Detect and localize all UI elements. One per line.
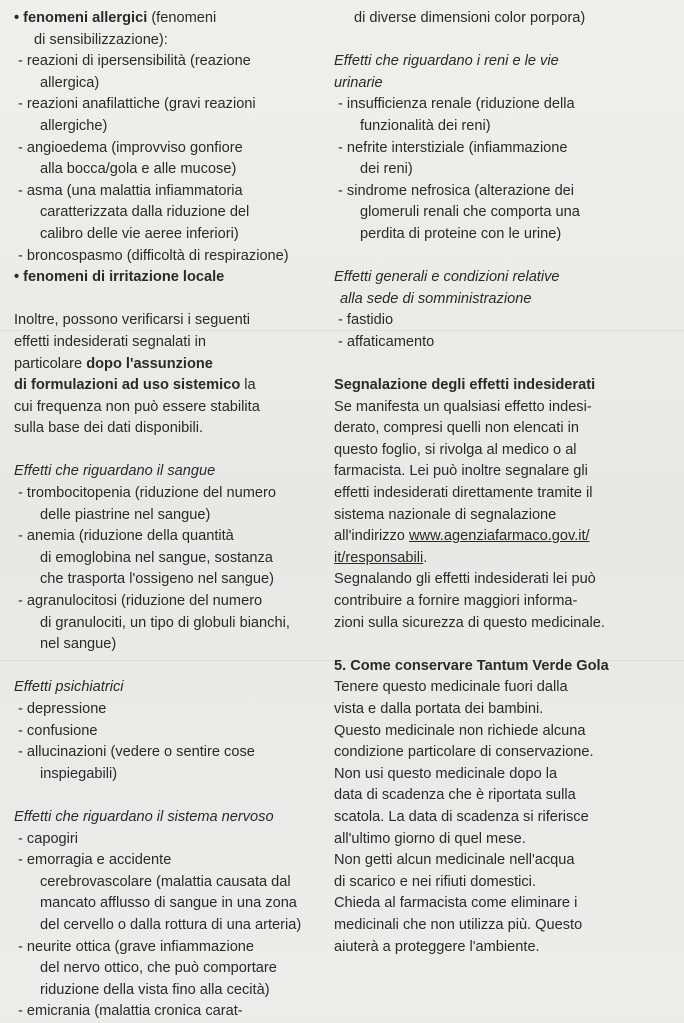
text-line <box>14 354 332 376</box>
dash-list-item: - reazioni di ipersensibilità (reazione <box>18 53 251 70</box>
spacer <box>334 246 674 268</box>
spacer <box>14 440 332 462</box>
text-line: vista e dalla portata dei bambini. <box>334 701 544 717</box>
text-line: cui frequenza non può essere stabilita <box>14 398 260 415</box>
left-column <box>14 8 332 1023</box>
dash-list-item: - trombocitopenia (riduzione del numero <box>18 485 276 502</box>
text-line: farmacista. Lei può inoltre segnalare gli <box>334 463 588 480</box>
text-line: all'ultimo giorno di quel mese. <box>334 830 526 847</box>
text-line: aiuterà a proteggere l'ambiente. <box>334 938 540 955</box>
text-fragment: di formulazioni ad uso sistemico <box>14 377 241 394</box>
text-line <box>14 375 332 397</box>
dash-list-item: - fastidio <box>338 312 394 329</box>
section-subheading: Effetti che riguardano il sistema nervoso <box>14 808 274 825</box>
text-line: derato, compresi quelli non elencati in <box>334 420 579 437</box>
agency-url-link[interactable]: www.agenziafarmaco.gov.it/ <box>408 528 590 545</box>
text-line: Se manifesta un qualsiasi effetto indesi- <box>334 398 592 415</box>
dash-list-item: - asma (una malattia infiammatoria <box>18 182 243 199</box>
text-line: di granulociti, un tipo di globuli bianchi, <box>40 614 290 631</box>
spacer <box>334 354 674 376</box>
text-line: questo foglio, si rivolga al medico o al <box>334 441 577 458</box>
section-subheading: Effetti psichiatrici <box>14 679 124 696</box>
text-line: effetti indesiderati segnalati in <box>14 333 207 350</box>
spacer <box>334 634 674 656</box>
dash-list-item: - nefrite interstiziale (infiammazione <box>338 139 568 156</box>
agency-url-link[interactable]: it/responsabili <box>334 549 424 566</box>
text-line: di emoglobina nel sangue, sostanza <box>40 549 273 566</box>
section-heading: 5. Come conservare Tantum Verde Gola <box>334 657 609 674</box>
text-line: delle piastrine nel sangue) <box>40 506 211 523</box>
text-line: sulla base dei dati disponibili. <box>14 420 204 437</box>
spacer <box>14 289 332 311</box>
text-line: glomeruli renali che comporta una <box>360 204 580 221</box>
text-line <box>334 526 674 548</box>
text-fragment: all'indirizzo <box>334 528 409 545</box>
dash-list-item: - emorragia e accidente <box>18 852 172 869</box>
text-line: di sensibilizzazione): <box>34 31 168 48</box>
dash-list-item: - affaticamento <box>338 333 435 350</box>
text-line: riduzione della vista fino alla cecità) <box>40 981 270 998</box>
text-line: Chieda al farmacista come eliminare i <box>334 895 578 912</box>
text-line: sistema nazionale di segnalazione <box>334 506 557 523</box>
dash-list-item: - insufficienza renale (riduzione della <box>338 96 575 113</box>
section-subheading: Effetti che riguardano il sangue <box>14 463 216 480</box>
text-line: effetti indesiderati direttamente tramite il <box>334 485 593 502</box>
dash-list-item: - angioedema (improvviso gonfiore <box>18 139 243 156</box>
text-line: cerebrovascolare (malattia causata dal <box>40 873 291 890</box>
section-heading: Segnalazione degli effetti indesiderati <box>334 377 596 394</box>
text-line: data di scadenza che è riportata sulla <box>334 787 576 804</box>
dash-list-item: - broncospasmo (difficoltà di respirazione) <box>18 247 289 264</box>
text-fragment: . <box>423 549 428 566</box>
dash-list-item: - anemia (riduzione della quantità <box>18 528 234 545</box>
text-line: dei reni) <box>360 161 413 178</box>
dash-list-item: - sindrome nefrosica (alterazione dei <box>338 182 575 199</box>
text-line: Questo medicinale non richiede alcuna <box>334 722 586 739</box>
section-subheading: Effetti generali e condizioni relative <box>334 269 560 286</box>
dash-list-item: - neurite ottica (grave infiammazione <box>18 938 255 955</box>
text-fragment: dopo l'assunzione <box>86 355 213 372</box>
text-line: Non getti alcun medicinale nell'acqua <box>334 852 575 869</box>
text-line: caratterizzata dalla riduzione del <box>40 204 250 221</box>
text-fragment: (fenomeni <box>151 10 217 26</box>
dash-list-item: - allucinazioni (vedere o sentire cose <box>18 744 255 761</box>
text-line: medicinali che non utilizza più. Questo <box>334 916 583 933</box>
text-line: allergiche) <box>40 117 108 134</box>
text-line: alla bocca/gola e alle mucose) <box>40 161 237 178</box>
spacer <box>14 656 332 678</box>
text-line: funzionalità dei reni) <box>360 117 491 134</box>
text-line: inspiegabili) <box>40 765 118 782</box>
section-subheading: urinarie <box>334 74 383 91</box>
dash-list-item: - depressione <box>18 701 107 717</box>
text-line: Inoltre, possono verificarsi i seguenti <box>14 312 251 329</box>
text-line: calibro delle vie aeree inferiori) <box>40 225 239 242</box>
dash-list-item: - agranulocitosi (riduzione del numero <box>18 593 263 610</box>
bullet-item: • fenomeni di irritazione locale <box>14 269 225 286</box>
dash-list-item: - emicrania (malattia cronica carat- <box>18 1003 243 1020</box>
text-line: perdita di proteine con le urine) <box>360 225 562 242</box>
spacer <box>334 30 674 52</box>
dash-list-item: - confusione <box>18 722 98 739</box>
bullet-item <box>14 8 332 30</box>
text-line: del nervo ottico, che può comportare <box>40 960 277 977</box>
text-line: mancato afflusso di sangue in una zona <box>40 895 297 912</box>
text-line: nel sangue) <box>40 636 117 653</box>
text-line: Tenere questo medicinale fuori dalla <box>334 679 568 696</box>
text-line: Non usi questo medicinale dopo la <box>334 765 558 782</box>
text-line: di scarico e nei rifiuti domestici. <box>334 873 536 890</box>
text-line: zioni sulla sicurezza di questo medicinale. <box>334 614 605 631</box>
text-line: allergica) <box>40 74 100 91</box>
section-subheading: Effetti che riguardano i reni e le vie <box>334 53 559 70</box>
text-line: contribuire a fornire maggiori informa- <box>334 593 578 610</box>
text-line: che trasporta l'ossigeno nel sangue) <box>40 571 274 588</box>
section-subheading: alla sede di somministrazione <box>340 290 532 307</box>
spacer <box>14 785 332 807</box>
right-column <box>334 8 674 958</box>
text-line: del cervello o dalla rottura di una arteria) <box>40 916 302 933</box>
text-fragment: • fenomeni allergici <box>14 10 152 26</box>
text-line: condizione particolare di conservazione. <box>334 744 594 761</box>
text-fragment: la <box>240 377 256 394</box>
text-line: di diverse dimensioni color porpora) <box>354 10 586 26</box>
text-line: scatola. La data di scadenza si riferisce <box>334 808 589 825</box>
text-fragment: particolare <box>14 355 87 372</box>
dash-list-item: - reazioni anafilattiche (gravi reazioni <box>18 96 256 113</box>
text-line: Segnalando gli effetti indesiderati lei può <box>334 571 596 588</box>
text-line <box>334 548 674 570</box>
dash-list-item: - capogiri <box>18 830 79 847</box>
